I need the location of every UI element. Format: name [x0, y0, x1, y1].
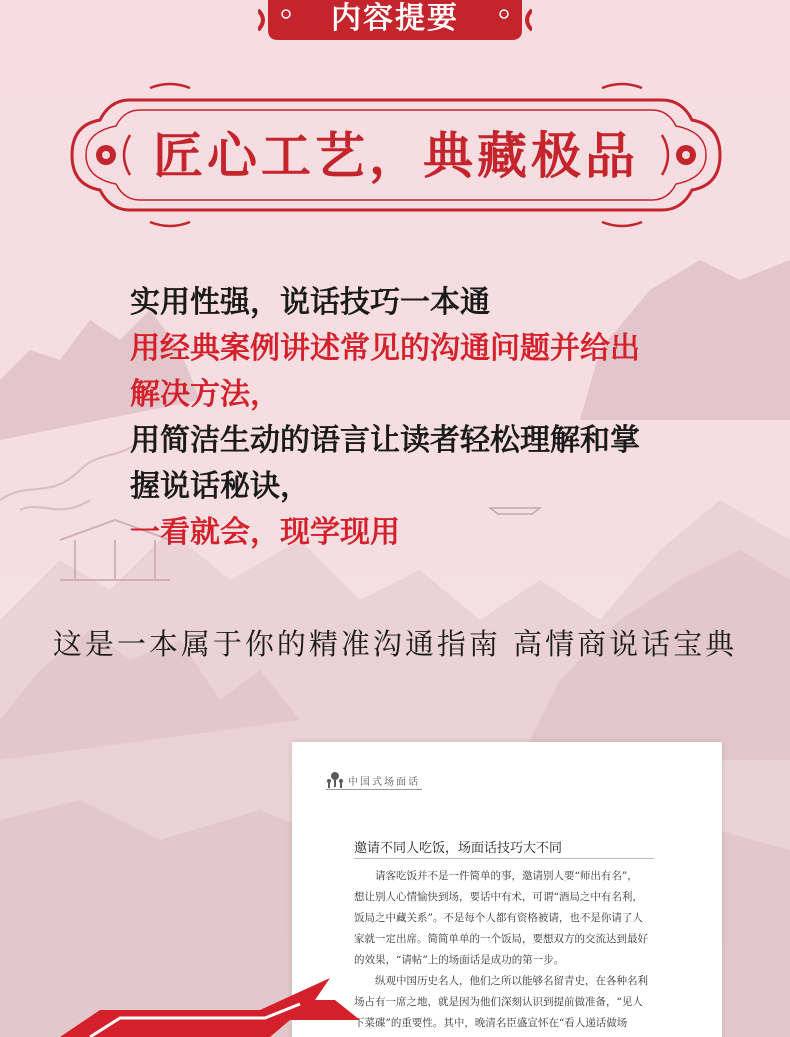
feature-line: 解决方法，	[130, 377, 280, 412]
body-line: 下菜碟”的重要性。其中，晚清名臣盛宣怀在“看人递话做场	[354, 1017, 628, 1029]
book-running-header	[326, 770, 420, 790]
feature-line: 实用性强，说话技巧一本通	[130, 285, 490, 320]
header-divider	[326, 789, 422, 790]
section-banner-title: 内容提要	[331, 1, 459, 36]
feature-line: 一看就会，现学现用	[130, 515, 400, 550]
body-line: 的效果，“请帖”上的场面话是成功的第一步。	[354, 954, 565, 966]
callout-arrow	[60, 960, 360, 1037]
chapter-title: 邀请不同人吃饭，场面话技巧大不同	[354, 841, 563, 856]
section-banner	[258, 0, 532, 46]
body-line: 请客吃饭并不是一件简单的事，邀请别人要“师出有名”，	[375, 870, 638, 882]
body-line: 想让别人心情愉快到场，要话中有术，可谓“酒局之中有名利，	[354, 891, 643, 903]
frame-title: 匠心工艺，典藏极品	[153, 126, 639, 185]
book-header-text: 中国式场面话	[348, 776, 420, 788]
tree-people-icon	[326, 771, 344, 789]
body-line: 场占有一席之地，就是因为他们深刻认识到提前做准备，“见人	[354, 996, 643, 1008]
feature-line: 用简洁生动的语言让读者轻松理解和掌	[130, 423, 640, 458]
tagline: 这是一本属于你的精准沟通指南 高情商说话宝典	[52, 627, 738, 661]
chapter-title-divider	[354, 858, 654, 859]
book-body-text	[354, 866, 676, 1034]
body-line: 纵观中国历史名人，他们之所以能够名留青史，在各种名利	[375, 975, 648, 987]
feature-line: 用经典案例讲述常见的沟通问题并给出	[130, 331, 640, 366]
body-line: 饭局之中藏关系”。不是每个人都有资格被请，也不是你请了人	[354, 912, 643, 924]
feature-list	[130, 280, 730, 556]
feature-line: 握说话秘诀，	[130, 469, 310, 504]
body-line: 家就一定出席。简简单单的一个饭局，要想双方的交流达到最好	[354, 933, 648, 945]
